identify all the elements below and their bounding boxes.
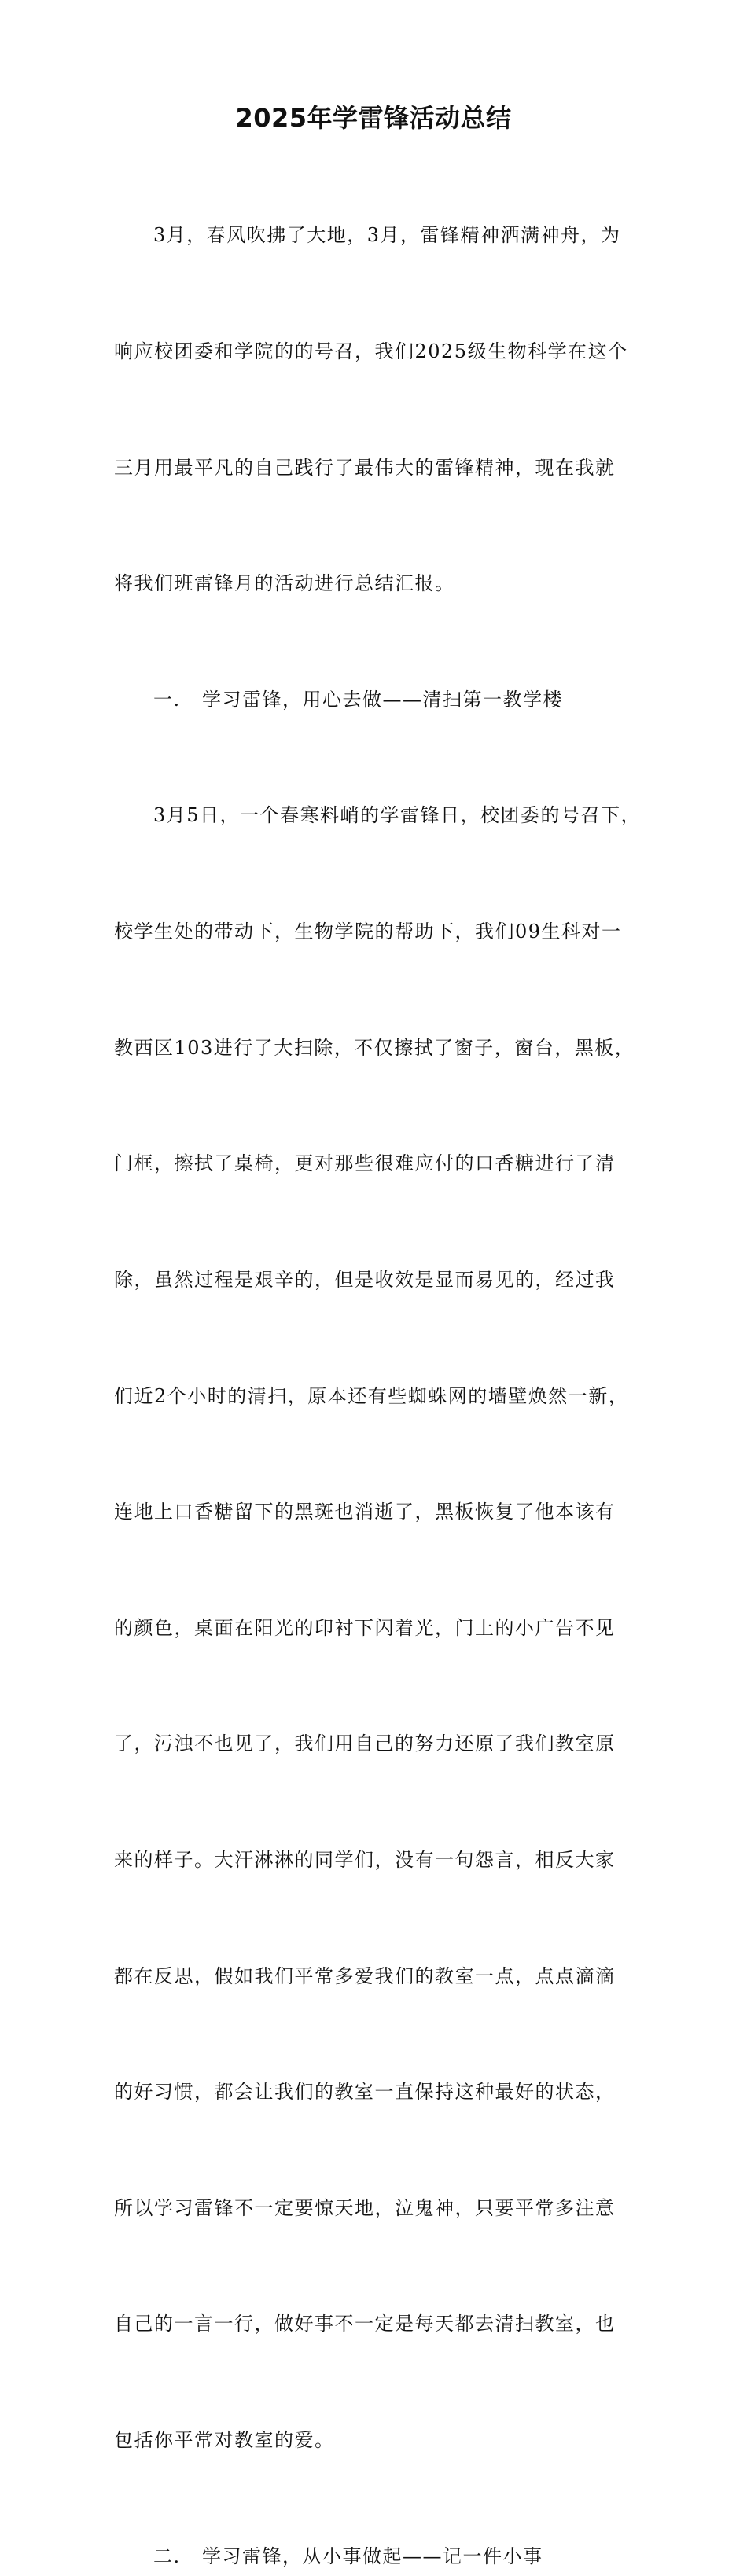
text-line: 的好习惯，都会让我们的教室一直保持这种最好的状态， xyxy=(114,2081,616,2104)
text-line: 除，虽然过程是艰辛的，但是收效是显而易见的，经过我 xyxy=(114,1268,616,1291)
text-line: 将我们班雷锋月的活动进行总结汇报。 xyxy=(114,572,455,595)
text-line: 了，污浊不也见了，我们用自己的努力还原了我们教室原 xyxy=(114,1733,616,1755)
text-line: 来的样子。大汗淋淋的同学们，没有一句怨言，相反大家 xyxy=(114,1848,616,1871)
text-line: 响应校团委和学院的的号召，我们2025级生物科学在这个 xyxy=(114,340,628,363)
body-paragraph xyxy=(114,719,641,2537)
text-line: 门框，擦拭了桌椅，更对那些很难应付的口香糖进行了清 xyxy=(114,1152,616,1175)
text-line: 包括你平常对教室的爱。 xyxy=(114,2428,335,2451)
text-line: 教西区103进行了大扫除，不仅擦拭了窗子，窗台，黑板， xyxy=(114,1036,635,1059)
text-line: 的颜色，桌面在阳光的印衬下闪着光，门上的小广告不见 xyxy=(114,1616,616,1639)
text-line: 自己的一言一行，做好事不一定是每天都去清扫教室，也 xyxy=(114,2313,616,2335)
text-line: 所以学习雷锋不一定要惊天地，泣鬼神，只要平常多注意 xyxy=(114,2196,616,2219)
text-line: 3月，春风吹拂了大地，3月，雷锋精神洒满神舟，为 xyxy=(153,224,621,247)
text-line: 连地上口香糖留下的黑斑也消逝了，黑板恢复了他本该有 xyxy=(114,1501,616,1523)
section-heading xyxy=(114,2537,641,2576)
section-heading xyxy=(114,681,641,719)
section-heading-text: 学习雷锋，从小事做起——记一件小事 xyxy=(202,2545,543,2567)
section-number: 二. xyxy=(153,2545,181,2567)
text-line: 3月5日，一个春寒料峭的学雷锋日，校团委的号召下， xyxy=(153,804,642,827)
text-line: 都在反思，假如我们平常多爱我们的教室一点，点点滴滴 xyxy=(114,1964,616,1987)
section-heading-text: 学习雷锋，用心去做——清扫第一教学楼 xyxy=(202,688,563,711)
body-paragraph xyxy=(114,139,641,681)
text-line: 们近2个小时的清扫，原本还有些蜘蛛网的墙壁焕然一新， xyxy=(114,1384,629,1407)
document-body xyxy=(114,139,641,2576)
text-line: 校学生处的带动下，生物学院的帮助下，我们09生科对一 xyxy=(114,921,622,943)
text-line: 三月用最平凡的自己践行了最伟大的雷锋精神，现在我就 xyxy=(114,456,616,479)
document-title: 2025年学雷锋活动总结 xyxy=(235,103,512,133)
section-number: 一. xyxy=(153,688,181,711)
